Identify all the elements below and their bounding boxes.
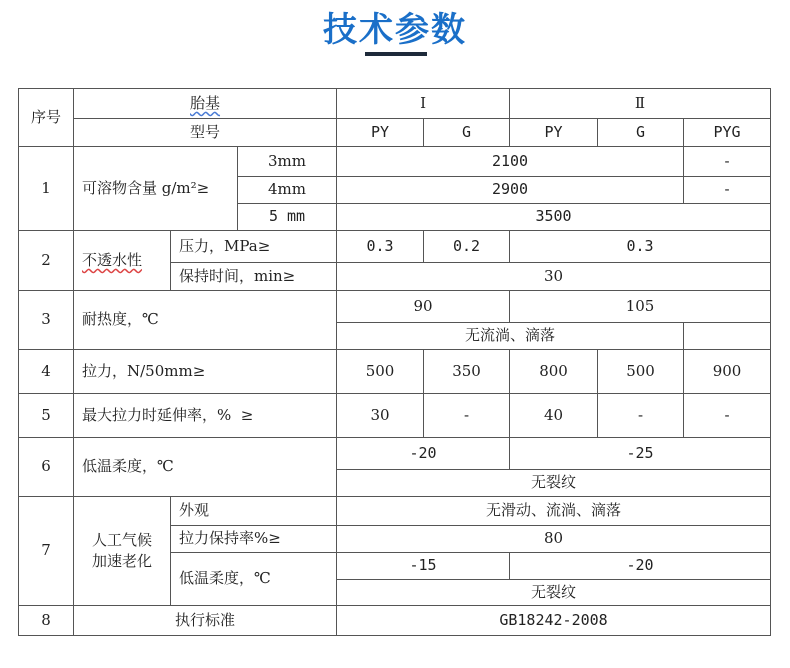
row-7-value-lowtemp-2: -20 [510, 553, 771, 580]
row-2-value-2: 0.2 [424, 231, 510, 263]
row-4-value-5: 900 [684, 350, 771, 394]
row-4-value-4: 500 [598, 350, 684, 394]
row-7-sub-lowtemp: 低温柔度，℃ [171, 553, 337, 606]
row-3a [19, 291, 771, 323]
row-5-num: 5 [19, 394, 74, 438]
row-3-value-2: 105 [510, 291, 771, 323]
header-g2: G [598, 119, 684, 147]
row-1-value-4mm: 2900 [337, 177, 684, 204]
row-1-num: 1 [19, 147, 74, 231]
row-1-sub-5mm: 5 mm [238, 204, 337, 231]
row-7-note: 无裂纹 [337, 580, 771, 606]
page-title: 技术参数 [323, 10, 467, 50]
row-7-label-line2: 加速老化 [91, 552, 152, 570]
header-pyg: PYG [684, 119, 771, 147]
row-3-num: 3 [19, 291, 74, 350]
row-4-value-1: 500 [337, 350, 424, 394]
row-8 [19, 606, 771, 636]
row-7-sub-appearance: 外观 [171, 497, 337, 526]
row-5-value-4: - [598, 394, 684, 438]
header-g1: G [424, 119, 510, 147]
row-6-label: 低温柔度，℃ [74, 438, 337, 497]
row-2-num: 2 [19, 231, 74, 291]
row-4-num: 4 [19, 350, 74, 394]
row-1-dash-3mm: - [684, 147, 771, 177]
row-1a [19, 147, 771, 177]
row-3-value-1: 90 [337, 291, 510, 323]
header-base [74, 89, 337, 119]
row-1-value-5mm: 3500 [337, 204, 771, 231]
header-model: 型号 [74, 119, 337, 147]
row-5-value-2: - [424, 394, 510, 438]
header-py1: PY [337, 119, 424, 147]
row-3-label: 耐热度，℃ [74, 291, 337, 350]
row-6-note: 无裂纹 [337, 470, 771, 497]
row-3-note: 无流淌、滴落 [337, 323, 684, 350]
row-6a [19, 438, 771, 470]
row-1-sub-3mm: 3mm [238, 147, 337, 177]
row-4 [19, 350, 771, 394]
row-2-value-1: 0.3 [337, 231, 424, 263]
title-underline [365, 52, 427, 56]
row-5-label: 最大拉力时延伸率，% ≥ [74, 394, 337, 438]
header-group2: Ⅱ [510, 89, 771, 119]
row-2-sub-pressure: 压力，MPa≥ [171, 231, 337, 263]
spec-table [18, 88, 771, 636]
row-5 [19, 394, 771, 438]
row-7-num: 7 [19, 497, 74, 606]
row-2-value-time: 30 [337, 263, 771, 291]
row-3-empty [684, 323, 771, 350]
row-7-label-line1: 人工气候 [91, 530, 152, 549]
row-2-label-text: 不透水性 [82, 250, 143, 269]
header-row-2 [19, 119, 771, 147]
row-8-label: 执行标准 [74, 606, 337, 636]
row-6-value-2: -25 [510, 438, 771, 470]
row-2-sub-time: 保持时间，min≥ [171, 263, 337, 291]
row-4-label: 拉力，N/50mm≥ [74, 350, 337, 394]
row-2-value-3: 0.3 [510, 231, 771, 263]
row-5-value-1: 30 [337, 394, 424, 438]
row-4-value-2: 350 [424, 350, 510, 394]
row-4-value-3: 800 [510, 350, 598, 394]
row-1-label: 可溶物含量 g/m²≥ [74, 147, 238, 231]
row-1-sub-4mm: 4mm [238, 177, 337, 204]
row-2a [19, 231, 771, 263]
row-7-value-retention: 80 [337, 526, 771, 553]
row-7-label [74, 497, 171, 606]
row-1-dash-4mm: - [684, 177, 771, 204]
header-seq: 序号 [19, 89, 74, 147]
header-base-text: 胎基 [190, 93, 221, 112]
row-1-value-3mm: 2100 [337, 147, 684, 177]
row-5-value-5: - [684, 394, 771, 438]
row-7a [19, 497, 771, 526]
row-5-value-3: 40 [510, 394, 598, 438]
row-7-sub-retention: 拉力保持率%≥ [171, 526, 337, 553]
row-2-label [74, 231, 171, 291]
header-row-1 [19, 89, 771, 119]
row-8-num: 8 [19, 606, 74, 636]
row-6-num: 6 [19, 438, 74, 497]
row-7-value-appearance: 无滑动、流淌、滴落 [337, 497, 771, 526]
row-7-value-lowtemp-1: -15 [337, 553, 510, 580]
header-py2: PY [510, 119, 598, 147]
row-8-value: GB18242-2008 [337, 606, 771, 636]
header-group1: Ⅰ [337, 89, 510, 119]
row-6-value-1: -20 [337, 438, 510, 470]
